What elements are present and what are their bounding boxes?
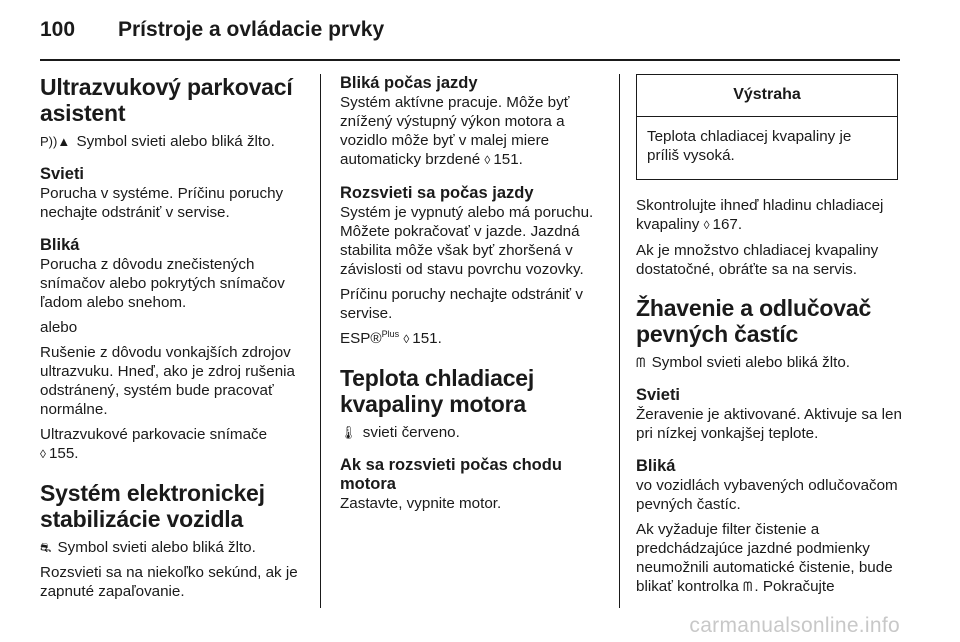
- text-blika: Porucha z dôvodu znečistených snímačov alebo pokrytých snímačov ľadom alebo snehom.: [40, 256, 285, 311]
- filter-text-1: Ak vyžaduje filter čistenie a predchádzajúce jazdné podmienky neumožnili automatické čistenie, bude blikať kontrolka: [636, 521, 893, 595]
- text-skontrolujte: [636, 196, 904, 235]
- esp-plus-label: ESP®: [340, 330, 382, 347]
- column-2: [340, 74, 606, 519]
- page-ref-link[interactable]: 151.: [412, 330, 442, 347]
- text-pricinu: Príčinu poruchy nechajte odstrániť v servise.: [340, 286, 583, 322]
- text-mnozstvo: Ak je množstvo chladiacej kvapaliny dostatočné, obráťte sa na servis.: [636, 242, 879, 278]
- text-svieti-2: Žeravenie je aktivované. Aktivuje sa len pri nízkej vonkajšej teplote.: [636, 406, 902, 442]
- heading-chodu: Ak sa rozsvieti počas chodu motora: [340, 456, 562, 493]
- skontrolujte-text: Skontrolujte ihneď hladinu chladiacej kvapaliny: [636, 197, 884, 233]
- glow-plug-icon: ᗰ: [636, 355, 646, 370]
- glow-symbol-text: Symbol svieti alebo bliká žlto.: [651, 354, 850, 371]
- text-chodu: Zastavte, vypnite motor.: [340, 495, 502, 512]
- page-ref-link[interactable]: 155.: [48, 445, 79, 462]
- parking-symbol-line: [40, 132, 306, 151]
- page-header: [40, 16, 384, 44]
- heading-svieti: Svieti: [40, 165, 85, 183]
- heading-parking-assist: Ultrazvukový parkovací asistent: [40, 74, 293, 126]
- page-ref-icon: ◊: [40, 447, 46, 461]
- heading-blika-jazdy: Bliká počas jazdy: [340, 74, 478, 92]
- text-blika-2: vo vozidlách vybavených odlučovačom pevných častíc.: [636, 477, 898, 513]
- heading-rozsvieti: Rozsvieti sa počas jazdy: [340, 184, 534, 202]
- heading-blika-2: Bliká: [636, 457, 676, 475]
- esp-symbol-text: Symbol svieti alebo bliká žlto.: [57, 539, 256, 556]
- watermark: carmanualsonline.info: [689, 614, 900, 637]
- esp-plus-sup: Plus: [381, 328, 400, 339]
- page-ref-icon: ◊: [403, 332, 410, 346]
- glow-symbol-line: [636, 353, 904, 372]
- heading-blika: Bliká: [40, 236, 80, 254]
- ultrasonic-text: Ultrazvukové parkovacie snímače: [40, 426, 268, 443]
- skidding-car-icon: ⛐: [40, 540, 52, 555]
- heading-coolant-temp: Teplota chladiacej kvapaliny motora: [340, 365, 535, 417]
- page-title: Prístroje a ovládacie prvky: [118, 18, 385, 41]
- warning-title: Výstraha: [637, 75, 897, 117]
- heading-svieti-2: Svieti: [636, 386, 681, 404]
- text-filter: [636, 520, 904, 596]
- text-blika-jazdy: [340, 93, 606, 170]
- filter-text-2: . Pokračujte: [754, 578, 835, 595]
- warning-text: Teplota chladiacej kvapaliny je príliš vysoká.: [647, 128, 852, 164]
- coolant-temperature-icon: 🌡: [340, 425, 357, 440]
- page-ref-link[interactable]: 167.: [712, 216, 743, 233]
- page-ref-icon: ◊: [484, 153, 491, 167]
- column-3: [636, 74, 904, 602]
- text-rozsvieti: Systém je vypnutý alebo má poruchu. Môžete pokračovať v jazde. Jazdná stabilita môže však byť zhoršená v závislosti od stavu povrchu vozovky.: [340, 204, 594, 278]
- parking-sensor-icon: P))▲: [40, 134, 71, 149]
- page-number: 100: [40, 18, 76, 41]
- column-1: [40, 74, 306, 607]
- temp-symbol-line: [340, 423, 606, 442]
- warning-box: [636, 74, 898, 180]
- text-rusenie: Rušenie z dôvodu vonkajších zdrojov ultrazvuku. Hneď, ako je zdroj rušenia odstránený, systém bude pracovať normálne.: [40, 344, 295, 418]
- blika-jazdy-text: Systém aktívne pracuje. Môže byť znížený výstupný výkon motora a vozidlo môže byť v malej miere automaticky brzdené: [340, 94, 570, 168]
- column-divider-2: [619, 74, 620, 608]
- text-esp: Rozsvieti sa na niekoľko sekúnd, ak je zapnuté zapaľovanie.: [40, 564, 298, 600]
- text-svieti: Porucha v systéme. Príčinu poruchy nechajte odstrániť v servise.: [40, 185, 284, 221]
- page-ref-icon: ◊: [703, 218, 710, 232]
- page-ref-link[interactable]: 151.: [493, 151, 523, 168]
- heading-glow-plug: Žhavenie a odlučovač pevných častíc: [636, 295, 872, 347]
- glow-plug-icon: ᗰ: [743, 579, 753, 594]
- header-rule: [40, 59, 900, 61]
- column-divider-1: [320, 74, 321, 608]
- text-alebo: alebo: [40, 319, 78, 336]
- text-esp-plus: [340, 329, 606, 349]
- temp-symbol-text: svieti červeno.: [362, 424, 460, 441]
- esp-symbol-line: [40, 538, 306, 557]
- text-ultrasonic-ref: [40, 425, 306, 464]
- parking-symbol-text: Symbol svieti alebo bliká žlto.: [76, 133, 275, 150]
- heading-esp: Systém elektronickej stabilizácie vozidla: [40, 480, 265, 532]
